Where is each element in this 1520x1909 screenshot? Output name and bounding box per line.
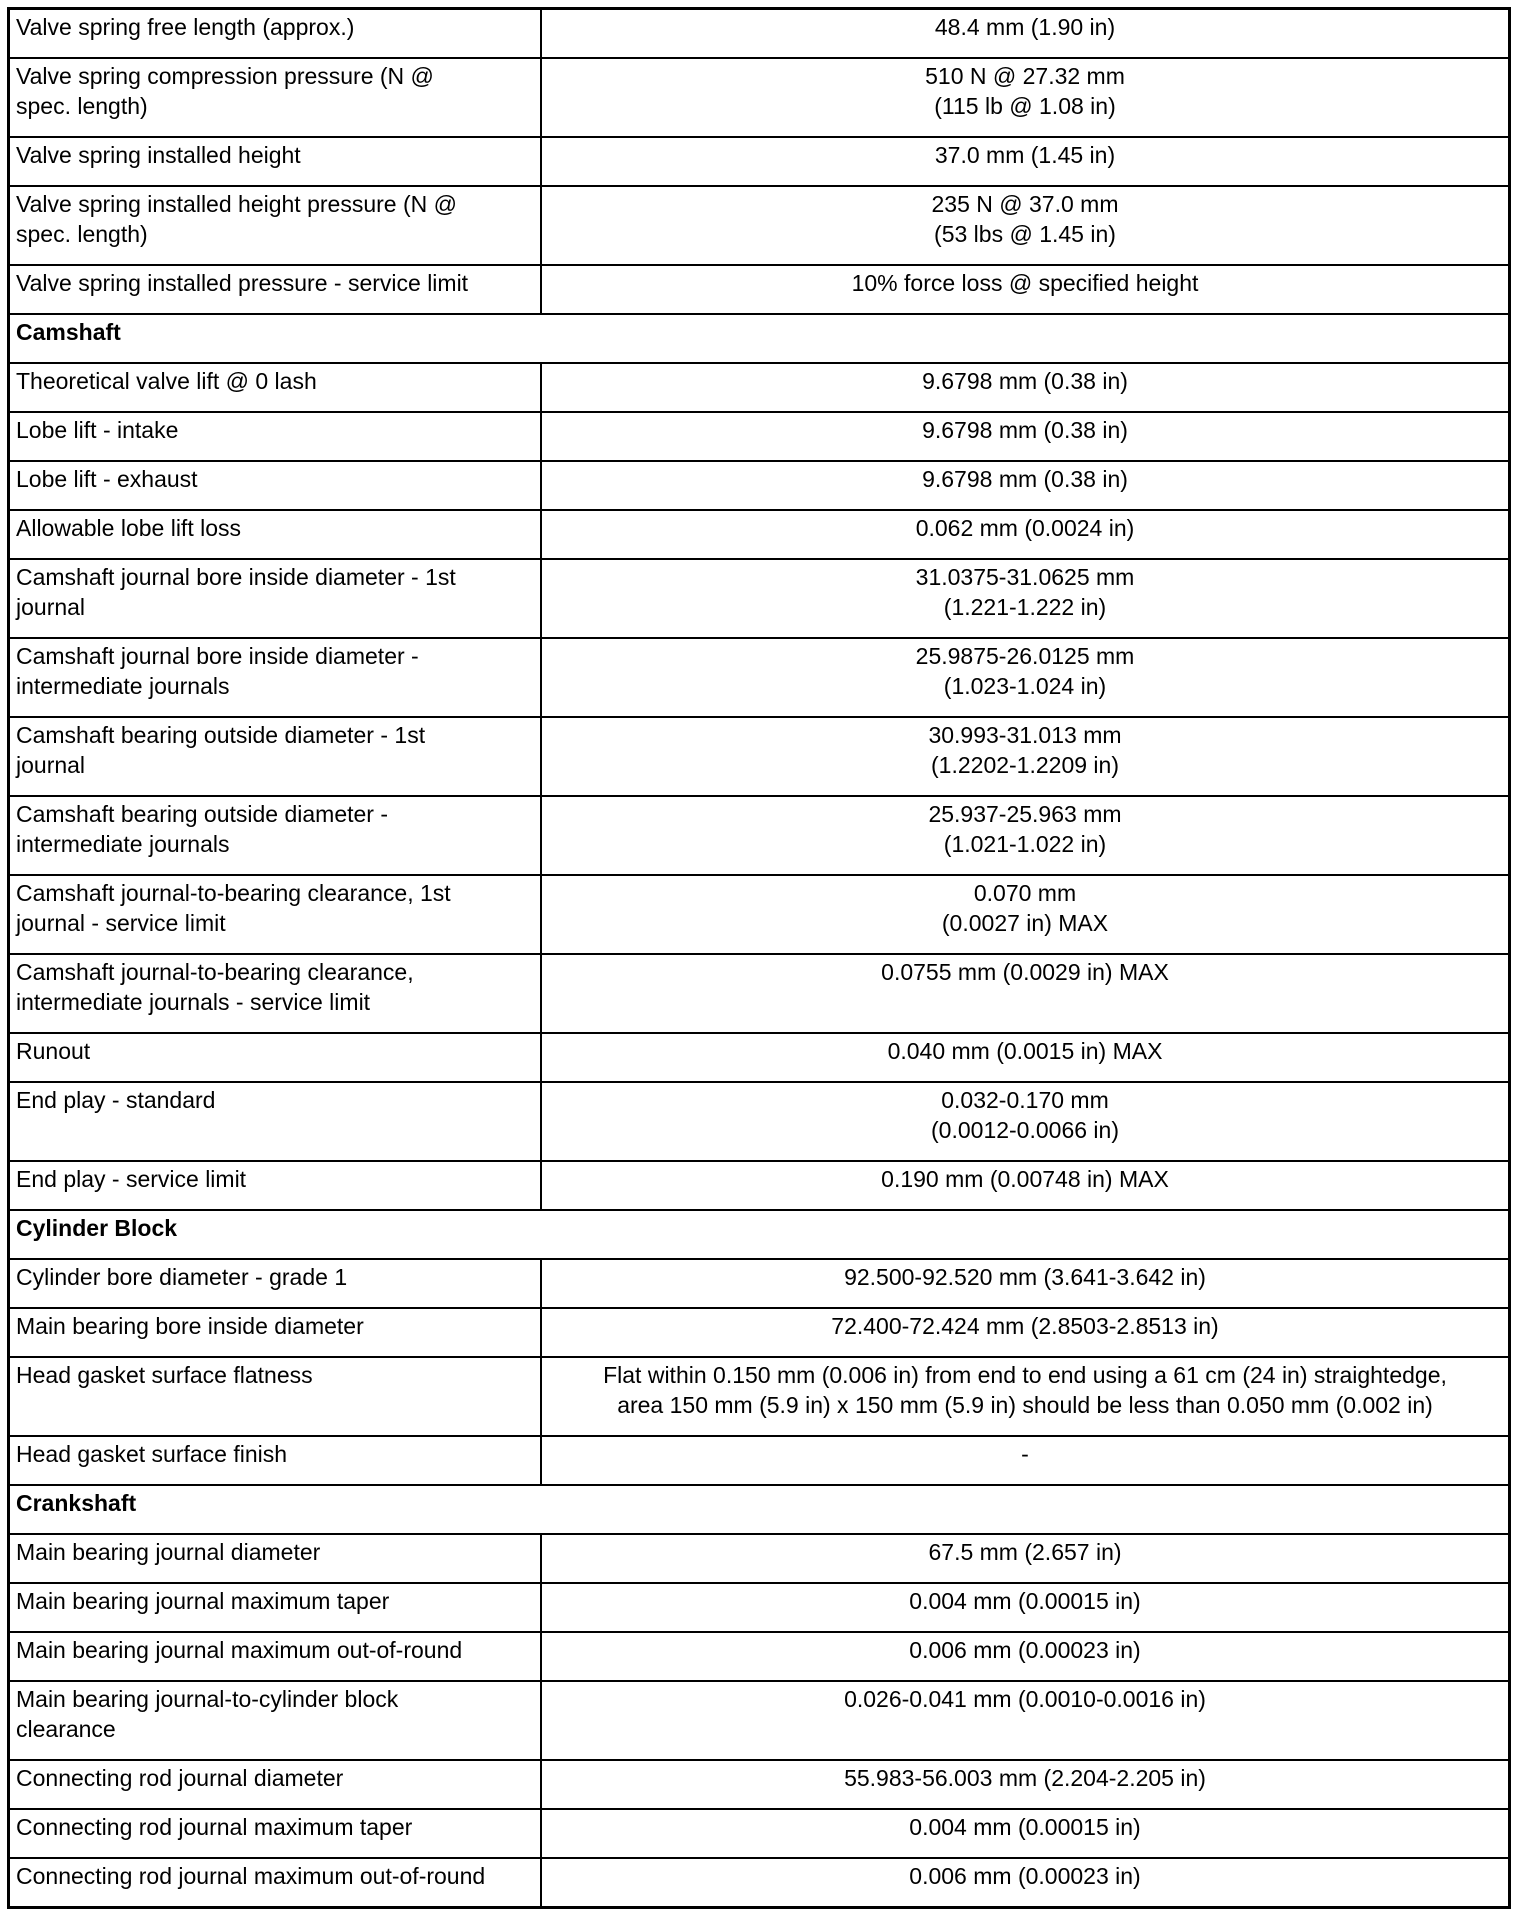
spec-value-cell: [541, 1858, 1510, 1908]
table-row: [9, 875, 1510, 954]
spec-label: Valve spring free length (approx.): [16, 14, 355, 40]
section-title: Camshaft: [9, 314, 1510, 363]
spec-label: Lobe lift - exhaust: [16, 466, 198, 492]
spec-label-cell: [9, 796, 542, 875]
spec-value: (0.0012-0.0066 in): [931, 1117, 1119, 1143]
spec-value-cell: [541, 1534, 1510, 1583]
spec-value-cell: [541, 559, 1510, 638]
spec-value: 0.040 mm (0.0015 in) MAX: [887, 1038, 1163, 1064]
spec-value: (0.0027 in) MAX: [941, 910, 1109, 936]
spec-value-cell: [541, 461, 1510, 510]
spec-label: Main bearing bore inside diameter: [16, 1313, 364, 1339]
spec-value-cell: [541, 58, 1510, 137]
spec-label: spec. length): [16, 221, 148, 247]
spec-value: 9.6798 mm (0.38 in): [922, 466, 1128, 492]
table-row: [9, 559, 1510, 638]
spec-label: Head gasket surface finish: [16, 1441, 288, 1467]
spec-label: Main bearing journal-to-cylinder block: [16, 1686, 399, 1712]
spec-label: Camshaft journal-to-bearing clearance, 1st: [16, 880, 451, 906]
spec-value: 0.0755 mm (0.0029 in) MAX: [881, 959, 1169, 985]
spec-label-cell: [9, 638, 542, 717]
spec-label: intermediate journals: [16, 831, 230, 857]
spec-value: (1.2202-1.2209 in): [931, 752, 1119, 778]
section-title: Cylinder Block: [9, 1210, 1510, 1259]
spec-label-cell: [9, 1082, 542, 1161]
spec-value-cell: [541, 1033, 1510, 1082]
spec-label: Allowable lobe lift loss: [16, 515, 242, 541]
spec-label-cell: [9, 559, 542, 638]
spec-label-cell: [9, 1033, 542, 1082]
section-header-row: [9, 314, 1510, 363]
spec-value-cell: [541, 137, 1510, 186]
spec-value-cell: [541, 1760, 1510, 1809]
spec-value-cell: [541, 1308, 1510, 1357]
spec-value-cell: [541, 265, 1510, 314]
table-row: [9, 1681, 1510, 1760]
spec-value-cell: [541, 875, 1510, 954]
table-row: [9, 265, 1510, 314]
spec-label: Connecting rod journal diameter: [16, 1765, 344, 1791]
spec-label-cell: [9, 1534, 542, 1583]
table-row: [9, 58, 1510, 137]
table-row: [9, 363, 1510, 412]
spec-value-cell: [541, 1681, 1510, 1760]
spec-value: 31.0375-31.0625 mm: [915, 564, 1135, 590]
spec-value: (53 lbs @ 1.45 in): [934, 221, 1116, 247]
spec-value-cell: [541, 1809, 1510, 1858]
spec-label-cell: [9, 1681, 542, 1760]
spec-label-cell: [9, 186, 542, 265]
spec-value: 0.006 mm (0.00023 in): [909, 1637, 1141, 1663]
spec-label: spec. length): [16, 93, 148, 119]
spec-label: Camshaft journal bore inside diameter - 1st: [16, 564, 456, 590]
spec-label-cell: [9, 1357, 542, 1436]
spec-label-cell: [9, 265, 542, 314]
spec-value-cell: [541, 1161, 1510, 1210]
spec-label-cell: [9, 1161, 542, 1210]
spec-label-cell: [9, 875, 542, 954]
spec-label: Cylinder bore diameter - grade 1: [16, 1264, 348, 1290]
spec-label-cell: [9, 1760, 542, 1809]
spec-label-cell: [9, 1632, 542, 1681]
spec-value-cell: [541, 412, 1510, 461]
section-header-row: [9, 1485, 1510, 1534]
section-header-row: [9, 1210, 1510, 1259]
spec-label: Valve spring installed height pressure (N @: [16, 191, 457, 217]
spec-value-cell: [541, 954, 1510, 1033]
table-row: [9, 1809, 1510, 1858]
spec-label: Camshaft bearing outside diameter -: [16, 801, 389, 827]
spec-value: area 150 mm (5.9 in) x 150 mm (5.9 in) should be less than 0.050 mm (0.002 in): [617, 1392, 1433, 1418]
spec-value: 25.937-25.963 mm: [928, 801, 1122, 827]
spec-label: End play - standard: [16, 1087, 216, 1113]
spec-value: 92.500-92.520 mm (3.641-3.642 in): [844, 1264, 1206, 1290]
spec-label: Valve spring compression pressure (N @: [16, 63, 434, 89]
table-row: [9, 412, 1510, 461]
table-row: [9, 1033, 1510, 1082]
spec-label-cell: [9, 461, 542, 510]
spec-label: Valve spring installed height: [16, 142, 301, 168]
specification-table-body: [9, 9, 1510, 1908]
spec-value-cell: [541, 796, 1510, 875]
table-row: [9, 796, 1510, 875]
spec-value: (1.221-1.222 in): [943, 594, 1107, 620]
spec-label: journal: [16, 752, 86, 778]
table-row: [9, 1534, 1510, 1583]
spec-label: journal - service limit: [16, 910, 226, 936]
table-row: [9, 186, 1510, 265]
spec-value-cell: [541, 9, 1510, 59]
spec-value-cell: [541, 1583, 1510, 1632]
spec-value: -: [1021, 1441, 1029, 1467]
table-row: [9, 1161, 1510, 1210]
spec-value: 67.5 mm (2.657 in): [928, 1539, 1122, 1565]
spec-label-cell: [9, 1259, 542, 1308]
spec-label-cell: [9, 363, 542, 412]
table-row: [9, 1259, 1510, 1308]
spec-label-cell: [9, 1583, 542, 1632]
spec-label-cell: [9, 1436, 542, 1485]
spec-value: 0.070 mm: [973, 880, 1077, 906]
spec-label: Main bearing journal maximum out-of-round: [16, 1637, 463, 1663]
spec-value: 9.6798 mm (0.38 in): [922, 417, 1128, 443]
spec-value: 0.032-0.170 mm: [941, 1087, 1109, 1113]
spec-value: 10% force loss @ specified height: [851, 270, 1199, 296]
spec-value: 235 N @ 37.0 mm: [931, 191, 1119, 217]
spec-value: (1.021-1.022 in): [943, 831, 1107, 857]
spec-value: 9.6798 mm (0.38 in): [922, 368, 1128, 394]
spec-value: (115 lb @ 1.08 in): [934, 93, 1116, 119]
table-row: [9, 461, 1510, 510]
spec-label-cell: [9, 58, 542, 137]
spec-value: 25.9875-26.0125 mm: [915, 643, 1135, 669]
spec-label: clearance: [16, 1716, 116, 1742]
spec-label: Valve spring installed pressure - service limit: [16, 270, 469, 296]
spec-value-cell: [541, 1632, 1510, 1681]
spec-label: Main bearing journal maximum taper: [16, 1588, 390, 1614]
specification-table: [7, 7, 1511, 1909]
spec-label: Camshaft journal bore inside diameter -: [16, 643, 419, 669]
spec-value: 0.190 mm (0.00748 in) MAX: [881, 1166, 1169, 1192]
table-row: [9, 954, 1510, 1033]
table-row: [9, 1858, 1510, 1908]
table-row: [9, 1436, 1510, 1485]
spec-value: 72.400-72.424 mm (2.8503-2.8513 in): [831, 1313, 1219, 1339]
table-row: [9, 1632, 1510, 1681]
spec-label: Camshaft journal-to-bearing clearance,: [16, 959, 414, 985]
table-row: [9, 1583, 1510, 1632]
table-row: [9, 510, 1510, 559]
spec-label: Camshaft bearing outside diameter - 1st: [16, 722, 426, 748]
spec-label-cell: [9, 1809, 542, 1858]
spec-label: Head gasket surface flatness: [16, 1362, 313, 1388]
table-row: [9, 1357, 1510, 1436]
spec-value: 55.983-56.003 mm (2.204-2.205 in): [844, 1765, 1206, 1791]
spec-value: 0.006 mm (0.00023 in): [909, 1863, 1141, 1889]
spec-value: 48.4 mm (1.90 in): [934, 14, 1116, 40]
spec-value-cell: [541, 510, 1510, 559]
table-row: [9, 638, 1510, 717]
spec-label: intermediate journals: [16, 673, 230, 699]
spec-value-cell: [541, 186, 1510, 265]
spec-label: intermediate journals - service limit: [16, 989, 371, 1015]
spec-value: 0.004 mm (0.00015 in): [909, 1814, 1141, 1840]
table-row: [9, 9, 1510, 59]
spec-value-cell: [541, 1436, 1510, 1485]
spec-label: End play - service limit: [16, 1166, 247, 1192]
spec-label-cell: [9, 510, 542, 559]
spec-value-cell: [541, 717, 1510, 796]
spec-label: Runout: [16, 1038, 91, 1064]
spec-value-cell: [541, 1357, 1510, 1436]
table-row: [9, 137, 1510, 186]
spec-value: Flat within 0.150 mm (0.006 in) from end to end using a 61 cm (24 in) straightedge,: [603, 1362, 1447, 1388]
table-row: [9, 1082, 1510, 1161]
spec-label-cell: [9, 412, 542, 461]
spec-label: journal: [16, 594, 86, 620]
section-title: Crankshaft: [9, 1485, 1510, 1534]
spec-value-cell: [541, 363, 1510, 412]
table-row: [9, 1760, 1510, 1809]
spec-value: 0.062 mm (0.0024 in): [915, 515, 1135, 541]
spec-value: 0.026-0.041 mm (0.0010-0.0016 in): [844, 1686, 1206, 1712]
spec-value: (1.023-1.024 in): [943, 673, 1107, 699]
table-row: [9, 1308, 1510, 1357]
spec-value: 0.004 mm (0.00015 in): [909, 1588, 1141, 1614]
spec-label: Connecting rod journal maximum out-of-round: [16, 1863, 486, 1889]
table-row: [9, 717, 1510, 796]
spec-value-cell: [541, 638, 1510, 717]
spec-label: Connecting rod journal maximum taper: [16, 1814, 413, 1840]
spec-label: Lobe lift - intake: [16, 417, 179, 443]
spec-label-cell: [9, 1858, 542, 1908]
spec-label: Main bearing journal diameter: [16, 1539, 321, 1565]
spec-label: Theoretical valve lift @ 0 lash: [16, 368, 317, 394]
spec-value-cell: [541, 1082, 1510, 1161]
spec-label-cell: [9, 137, 542, 186]
spec-value: 37.0 mm (1.45 in): [934, 142, 1116, 168]
spec-value-cell: [541, 1259, 1510, 1308]
spec-value: 30.993-31.013 mm: [928, 722, 1122, 748]
spec-label-cell: [9, 9, 542, 59]
spec-value: 510 N @ 27.32 mm: [925, 63, 1125, 89]
spec-label-cell: [9, 717, 542, 796]
spec-label-cell: [9, 1308, 542, 1357]
spec-label-cell: [9, 954, 542, 1033]
